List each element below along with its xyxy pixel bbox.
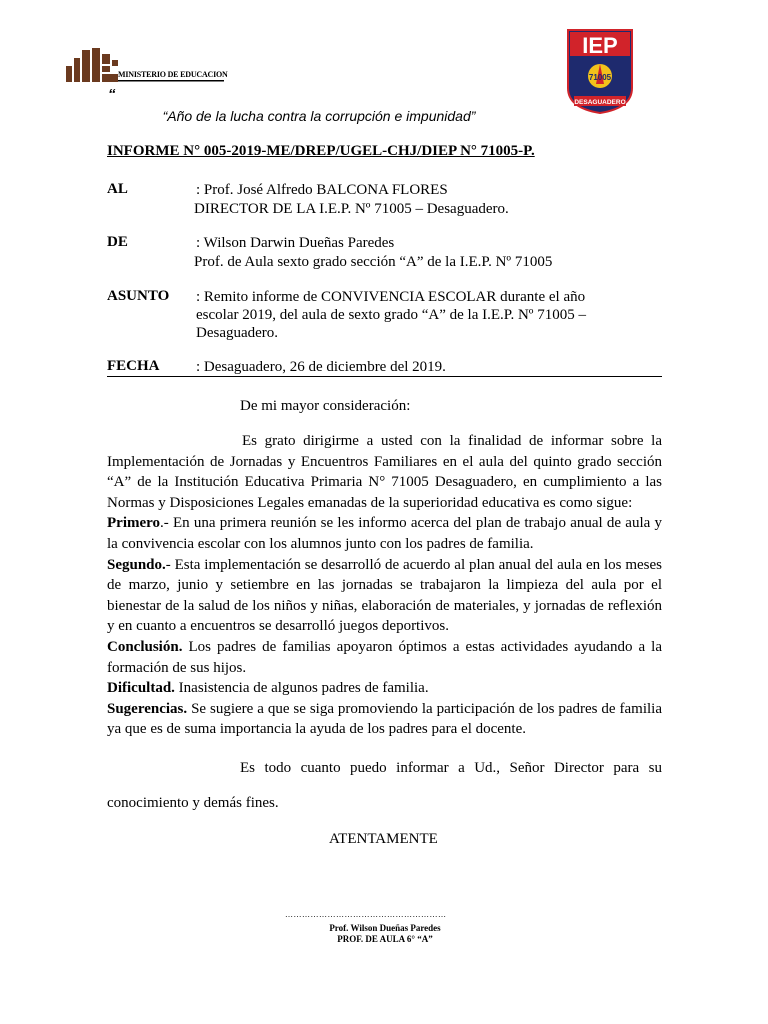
primero-text: .- En una primera reunión se les informo acerca del plan de trabajo anual de aula y la convivencia escolar con los alumnos junto con los padres de familia. [107, 515, 662, 552]
primero-paragraph [107, 513, 662, 554]
atentamente: ATENTAMENTE [329, 831, 438, 847]
sugerencias-paragraph [107, 699, 662, 740]
closing-line-1-text: Es todo cuanto puedo informar a Ud., Señor Director para su [240, 760, 662, 776]
signature-line: ………………………………………………… [285, 910, 447, 919]
primero-label: Primero [107, 515, 161, 532]
opening-quote-mark: “ [108, 86, 116, 103]
svg-text:71005: 71005 [588, 73, 612, 82]
sugerencias-label: Sugerencias. [107, 700, 188, 717]
al-line-2: DIRECTOR DE LA I.E.P. Nº 71005 – Desaguadero. [194, 201, 509, 217]
signature-role-text: PROF. DE AULA 6° “A” [337, 934, 433, 944]
dificultad-label: Dificultad. [107, 680, 175, 697]
conclusion-paragraph [107, 637, 662, 678]
salutation: De mi mayor consideración: [240, 398, 411, 414]
ministry-of-education-logo [64, 46, 226, 86]
svg-text:IEP: IEP [582, 33, 618, 58]
segundo-paragraph [107, 555, 662, 637]
fecha-value: : Desaguadero, 26 de diciembre del 2019. [196, 359, 446, 375]
closing-line-1 [107, 760, 662, 777]
al-line-1: : Prof. José Alfredo BALCONA FLORES [196, 182, 448, 198]
closing-line-2: conocimiento y demás fines. [107, 795, 279, 811]
report-body [107, 431, 662, 740]
asunto-line-3: Desaguadero. [196, 325, 279, 341]
iep-crest-logo [566, 28, 634, 114]
signature-name-text: Prof. Wilson Dueñas Paredes [329, 923, 441, 933]
year-motto [0, 108, 768, 124]
dificultad-paragraph [107, 678, 662, 699]
dificultad-text: Inasistencia de algunos padres de familia. [174, 680, 429, 697]
de-line-2: Prof. de Aula sexto grado sección “A” de la I.E.P. Nº 71005 [194, 254, 553, 270]
asunto-line-1: : Remito informe de CONVIVENCIA ESCOLAR durante el año [196, 289, 586, 305]
signature-role [0, 934, 768, 944]
segundo-label: Segundo. [107, 556, 166, 573]
de-label: DE [107, 234, 128, 250]
intro-paragraph: Es grato dirigirme a usted con la finalidad de informar sobre la Implementación de Jornadas y Encuentros Familiares en el aula del quinto grado sección “A” de la Institución Educativa Primaria N° 71005 Desaguadero, en cumplimiento a las Normas y Disposiciones Legales emanadas de la superioridad educativa es como sigue: [107, 433, 662, 511]
al-label: AL [107, 181, 128, 197]
signature-name [0, 923, 768, 933]
report-title: INFORME N° 005-2019-ME/DREP/UGEL-CHJ/DIEP N° 71005-P. [107, 143, 535, 159]
fecha-label: FECHA [107, 358, 160, 374]
asunto-label: ASUNTO [107, 288, 170, 304]
conclusion-label: Conclusión. [107, 638, 183, 655]
segundo-text: - Esta implementación se desarrolló de acuerdo al plan anual del aula en los meses de marzo, junio y setiembre en las jornadas se trabajaron la limpieza del aula por el bienestar de la salud de los niños y niñas, elaboración de materiales, y jornadas de reflexión y en cuanto a encuentros se desarrolló juegos deportivos. [107, 556, 662, 635]
sugerencias-text: Se sugiere a que se siga promoviendo la participación de los padres de familia ya que es de suma importancia la ayuda de los padres para el docente. [107, 700, 662, 738]
de-line-1: : Wilson Darwin Dueñas Paredes [196, 235, 395, 251]
svg-text:DESAGUADERO: DESAGUADERO [574, 99, 626, 106]
ministry-label: MINISTERIO DE EDUCACION [118, 70, 228, 79]
year-motto-text: “Año de la lucha contra la corrupción e impunidad” [162, 108, 476, 124]
asunto-line-2: escolar 2019, del aula de sexto grado “A” de la I.E.P. Nº 71005 – [196, 307, 586, 323]
conclusion-text: Los padres de familias apoyaron óptimos a estas actividades ayudando a la formación de sus hijos. [107, 638, 662, 676]
header-divider [107, 376, 662, 377]
